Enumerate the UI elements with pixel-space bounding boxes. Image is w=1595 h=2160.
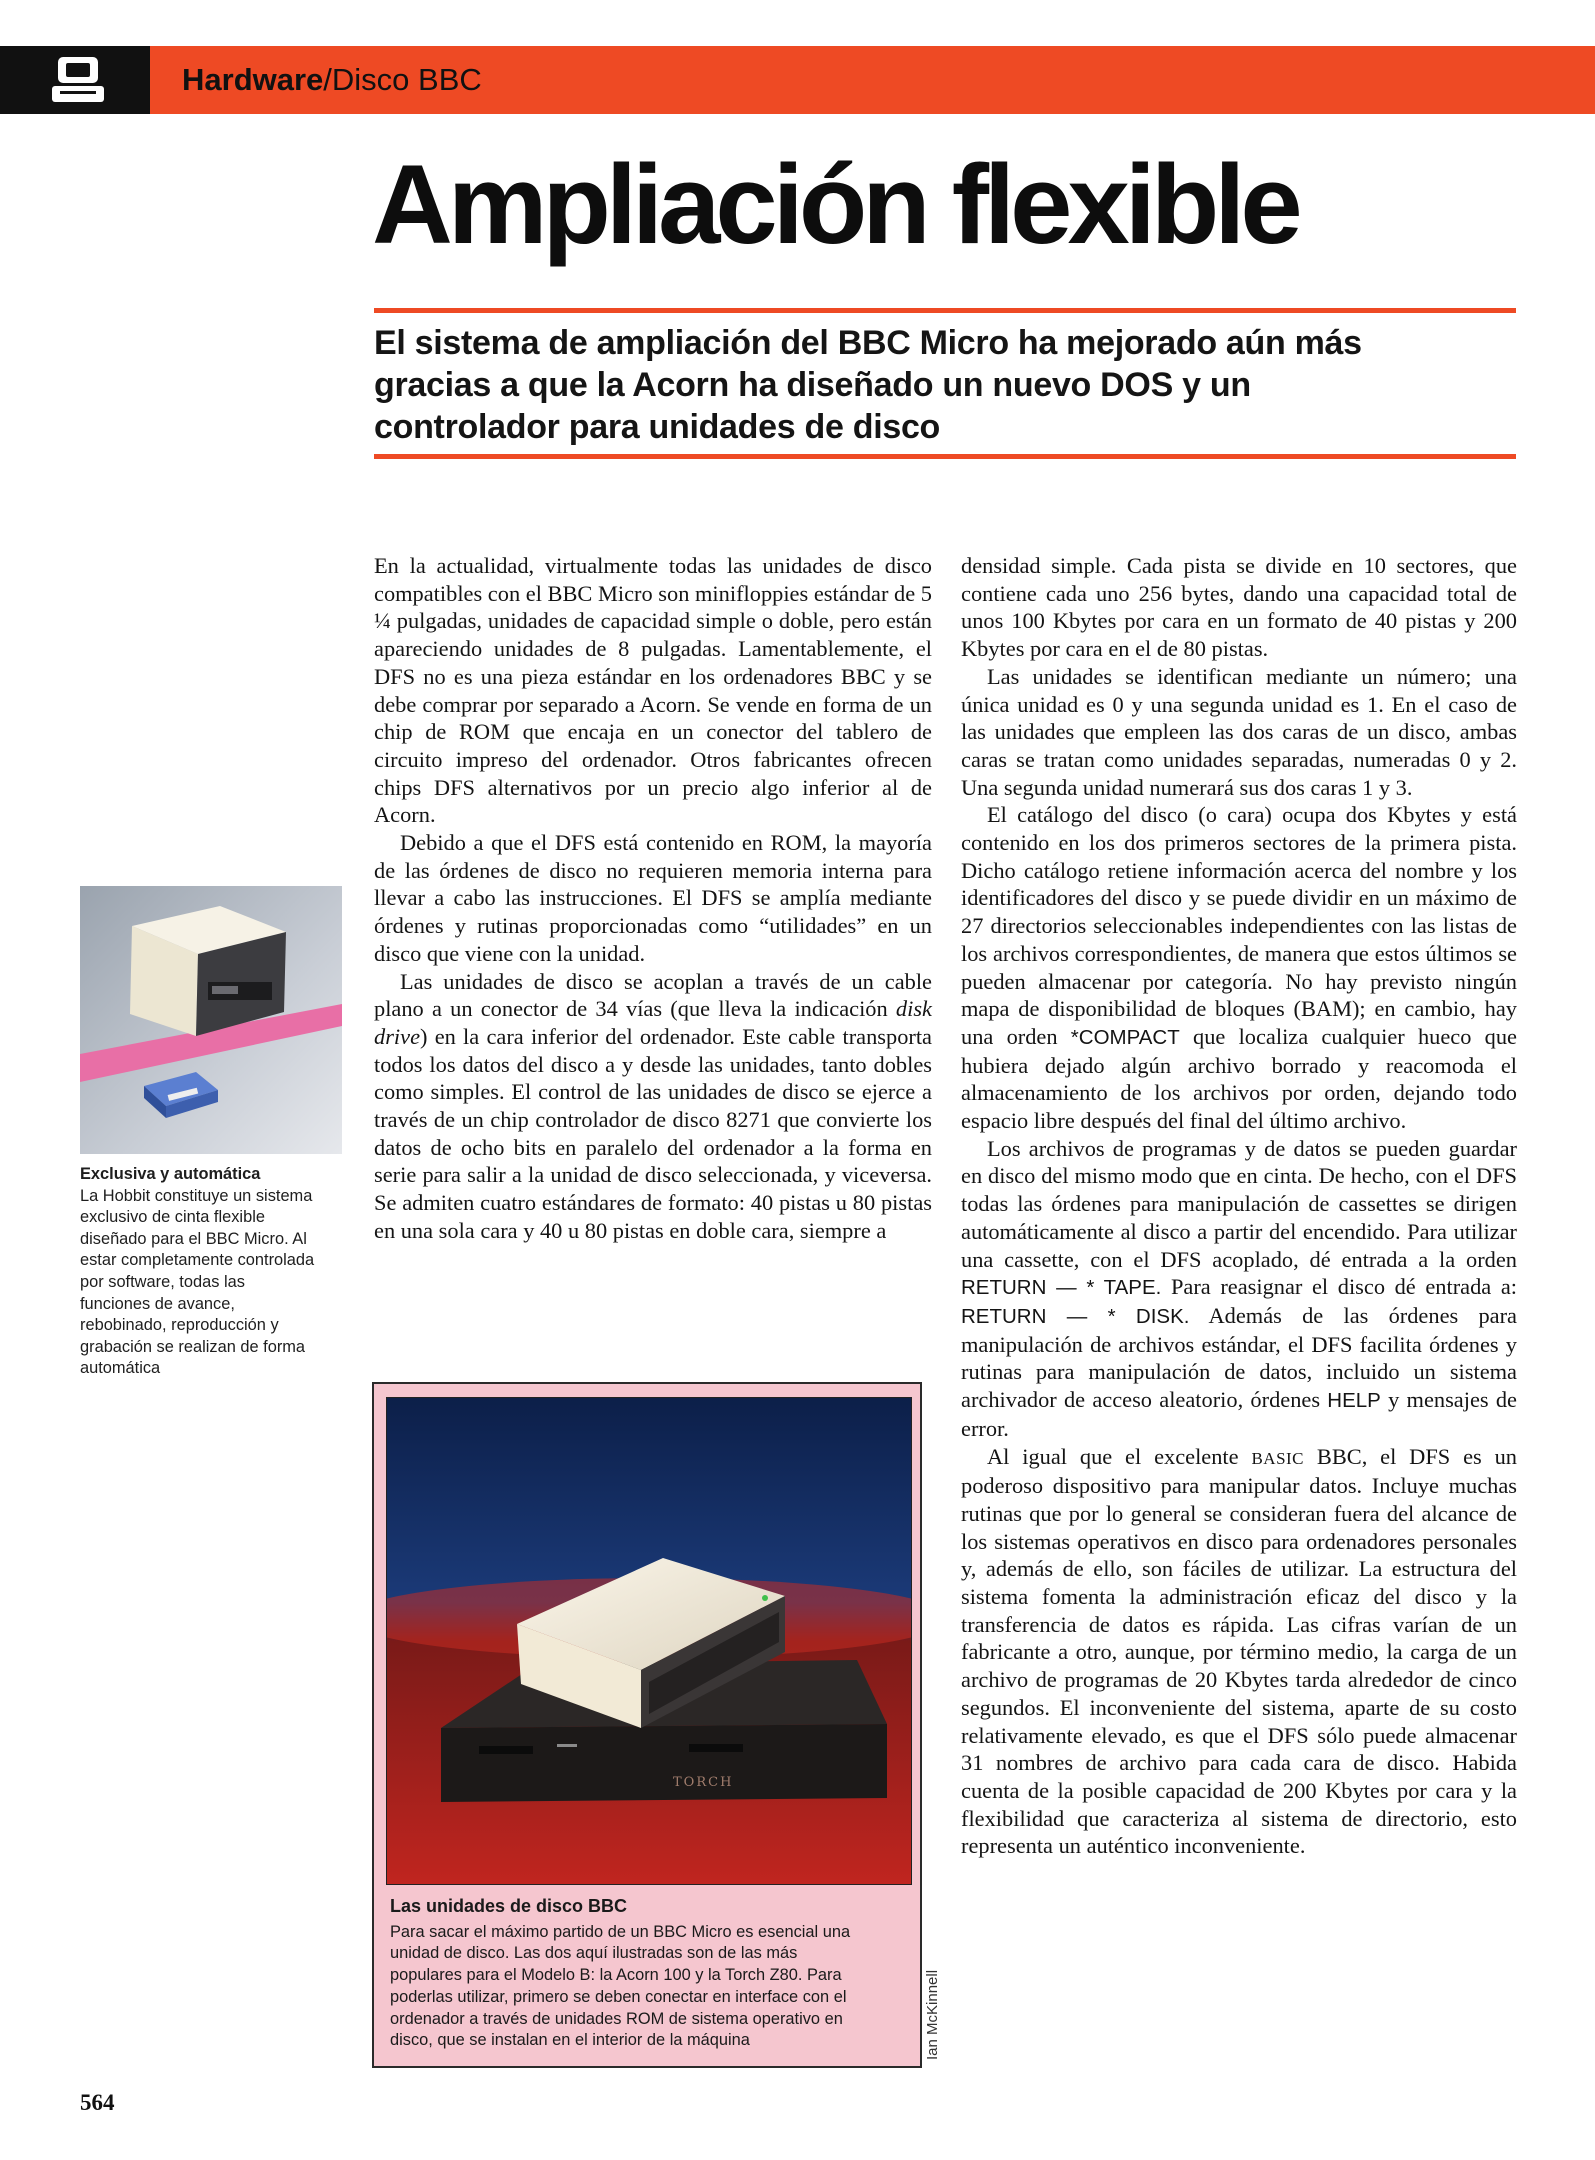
caption-line: ordenador a través de unidades ROM de sistema operativo en	[390, 2009, 843, 2028]
caption-title: Las unidades de disco BBC	[390, 1896, 628, 1916]
body-paragraph: densidad simple. Cada pista se divide en 10 sectores, que contiene cada uno 256 bytes, dando una capacidad total de unos 100 Kbytes por cara en un formato de 40 pistas y 200 Kbytes por cara en el de 80 pistas.	[961, 553, 1517, 662]
computer-icon	[0, 46, 150, 114]
caption-line: Para sacar el máximo partido de un BBC Micro es esencial una	[390, 1922, 851, 1941]
section-topic: /Disco BBC	[323, 62, 482, 97]
text-run: Para reasignar el disco dé entrada a:	[1161, 1274, 1517, 1300]
caption-line: poderlas utilizar, primero se deben conectar en interface con el	[390, 1987, 847, 2006]
title-rule-top	[374, 308, 1516, 313]
title-rule-bottom	[374, 454, 1516, 459]
disk-drives-caption	[390, 1896, 910, 2052]
disk-drives-photo	[386, 1397, 912, 1885]
body-column-left	[374, 552, 932, 1245]
body-paragraph	[961, 1135, 1517, 1443]
command-text: RETURN — * DISK.	[961, 1304, 1190, 1328]
caption-line: por software, todas las	[80, 1272, 245, 1291]
caption-line: funciones de avance,	[80, 1294, 235, 1313]
subtitle-line: El sistema de ampliación del BBC Micro ha mejorado aún más	[374, 324, 1362, 362]
caption-line: rebobinado, reproducción y	[80, 1316, 279, 1335]
command-text: RETURN — * TAPE.	[961, 1276, 1162, 1300]
body-column-right	[961, 552, 1517, 1860]
caption-line: populares para el Modelo B: la Acorn 100 y la Torch Z80. Para	[390, 1966, 842, 1985]
body-paragraph: En la actualidad, virtualmente todas las unidades de disco compatibles con el BBC Micro son minifloppies estándar de 5 ¼ pulgadas, unidades de capacidad simple o doble, pero están apareciendo unidades de 8 pulgadas. Lamentablemente, el DFS no es una pieza estándar en los ordenadores BBC y se debe comprar por separado a Acorn. Se vende en forma de un chip de ROM que encaja en un conector del tablero de circuito impreso del ordenador. Otros fabricantes ofrecen chips DFS alternativos por un precio algo inferior al de Acorn.	[374, 553, 932, 828]
section-icon-block	[0, 46, 150, 114]
caption-line: exclusivo de cinta flexible	[80, 1208, 265, 1227]
section-label	[182, 58, 482, 102]
article-title: Ampliación flexible	[372, 142, 1298, 267]
small-caps-text: BASIC	[1251, 1448, 1305, 1468]
caption-line: estar completamente controlada	[80, 1251, 315, 1270]
text-run: El catálogo del disco (o cara) ocupa dos Kbytes y está contenido en los dos primeros sectores de la primera pista. Dicho catálogo retiene información acerca del nombre y los identificadores del disco y se puede dividir en un máximo de 27 directorios seleccionables independientes con las listas de los archivos correspondientes, de manera que estos últimos se pueden almacenar por categoría. No hay previsto ningún mapa de disponibilidad de bloques (BAM); en cambio, hay una orden	[961, 802, 1517, 1049]
caption-line: automática	[80, 1359, 161, 1378]
hobbit-caption	[80, 1164, 350, 1380]
text-run: Los archivos de programas y de datos se pueden guardar en disco del mismo modo que en cinta. De hecho, con el DFS todas las órdenes para manipulación de cassettes se dirigen automáticamente al disco a partir del encendido. Para utilizar una cassette, con el DFS acoplado, dé entrada a la orden	[961, 1135, 1517, 1272]
text-run: Además de las órdenes para manipulación de archivos estándar, el DFS facilita órdenes y rutinas para manipulación de datos, incluido un sistema archivador de acceso aleatorio, órdenes	[961, 1302, 1517, 1413]
body-paragraph	[374, 968, 932, 1245]
command-text: HELP	[1327, 1389, 1381, 1413]
subtitle-line: controlador para unidades de disco	[374, 408, 941, 446]
command-text: *COMPACT	[1070, 1025, 1180, 1049]
caption-title: Exclusiva y automática	[80, 1165, 261, 1183]
text-run: ) en la cara inferior del ordenador. Este cable transporta todos los datos del disco a y desde las unidades, tanto dobles como simples. El control de las unidades de disco se ejerce a través de un chip controlador de disco 8271 que convierte los datos de ocho bits en paralelo del ordenador a la forma en serie para salir a la unidad de disco seleccionada, y viceversa. Se admiten cuatro estándares de formato: 40 pistas u 80 pistas en una sola cara y 40 u 80 pistas en doble cara, siempre a	[374, 1023, 932, 1243]
body-paragraph	[961, 801, 1517, 1134]
caption-line: disco, que se instalan en el interior de la máquina	[390, 2031, 750, 2050]
page-number: 564	[80, 2090, 115, 2115]
text-run: Las unidades de disco se acoplan a través de un cable plano a un conector de 34 vías (que lleva la indicación	[374, 968, 932, 1022]
body-paragraph: Las unidades se identifican mediante un número; una única unidad es 0 y una segunda unidad es 1. En el caso de las unidades que empleen las dos caras de un disco, ambas caras se tratan como unidades separadas, numeradas 0 y 2. Una segunda unidad numerará sus dos caras 1 y 3.	[961, 663, 1517, 800]
text-run: y mensajes de error.	[961, 1387, 1517, 1441]
caption-line: La Hobbit constituye un sistema	[80, 1186, 313, 1205]
caption-line: grabación se realizan de forma	[80, 1337, 306, 1356]
section-name: Hardware	[182, 62, 324, 97]
caption-line: diseñado para el BBC Micro. Al	[80, 1229, 307, 1248]
body-paragraph: Debido a que el DFS está contenido en ROM, la mayoría de las órdenes de disco no requieren memoria interna para llevar a cabo las instrucciones. El DFS se amplía mediante órdenes y rutinas proporcionadas como “utilidades” en un disco que viene con la unidad.	[374, 830, 932, 966]
caption-line: unidad de disco. Las dos aquí ilustradas son de las más	[390, 1944, 798, 1963]
photo-credit: Ian McKinnell	[924, 1969, 941, 2060]
text-run: que localiza cualquier hueco que hubiera dejado algún archivo borrado y reacomoda el almacenamiento de los archivos por orden, dejando todo espacio libre después del final del último archivo.	[961, 1023, 1517, 1134]
text-run: BBC, el DFS es un poderoso dispositivo para manipular datos. Incluye muchas rutinas que por lo general se consideran fuera del alcance de los sistemas operativos en disco para ordenadores personales y, además de ello, son fáciles de utilizar. La estructura del sistema fomenta la administración eficaz del disco y la transferencia de datos es rápida. Las cifras varían de un fabricante a otro, aunque, por término medio, la carga de un archivo de programas de 20 Kbytes tarda alrededor de cinco segundos. El inconveniente del sistema, aparte de su costo relativamente elevado, es que el DFS sólo puede almacenar 31 nombres de archivo para cada cara de disco. Habida cuenta de la posible capacidad de 200 Kbytes por cara y la flexibilidad que caracteriza al sistema de directorio, esto representa un auténtico inconveniente.	[961, 1443, 1517, 1859]
hobbit-photo	[80, 886, 342, 1154]
text-run: Al igual que el excelente	[987, 1443, 1252, 1469]
emphasis-text: disk drive	[374, 996, 932, 1049]
subtitle-line: gracias a que la Acorn ha diseñado un nuevo DOS y un	[374, 366, 1251, 404]
device-label: TORCH	[673, 1775, 734, 1790]
article-subtitle	[374, 322, 1516, 448]
body-paragraph	[961, 1443, 1517, 1861]
